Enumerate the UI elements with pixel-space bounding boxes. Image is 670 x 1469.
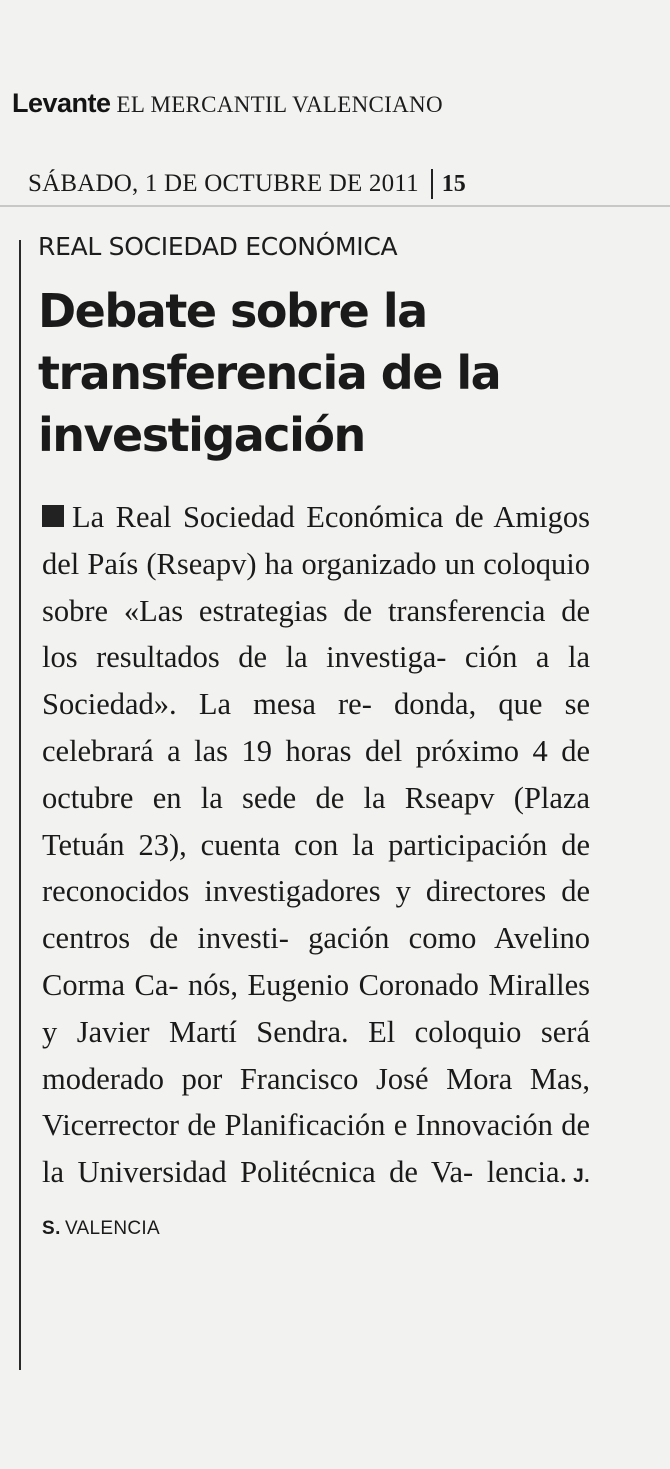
section-label: REAL SOCIEDAD ECONÓMICA: [38, 232, 398, 261]
byline: J. S.: [42, 1166, 590, 1239]
masthead-rule: [0, 205, 670, 207]
newspaper-brand: Levante: [12, 88, 111, 118]
column-rule: [19, 240, 21, 1370]
publication-date: SÁBADO, 1 DE OCTUBRE DE 2011: [28, 170, 419, 197]
headline: Debate sobre la transferencia de la investigación: [38, 284, 501, 462]
masthead-title-row: [12, 88, 652, 128]
page-number: 15: [441, 170, 466, 197]
newspaper-subtitle: EL MERCANTIL VALENCIANO: [116, 92, 443, 117]
body-text: La Real Sociedad Económica de Amigos del País (Rseapv) ha organizado un coloquio sobre «Las estrategias de transferencia de los resultados de la investiga- ción a la Sociedad». La mesa re- donda, que se celebrará a las 19 horas del próximo 4 de octubre en la sede de la Rseapv (Plaza Tetuán 23), cuenta con la participación de reconocidos investigadores y directores de centros de investi- gación como Avelino Corma Ca- nós, Eugenio Coronado Miralles y Javier Martí Sendra. El coloquio será moderado por Francisco José Mora Mas, Vicerrector de Planificación e Innovación de la Universidad Politécnica de Va- lencia.: [42, 500, 590, 1190]
date-row: [28, 166, 628, 202]
article-body: [42, 494, 590, 1253]
date-divider: [431, 169, 433, 199]
masthead: [0, 0, 670, 210]
black-square-icon: [42, 505, 64, 527]
dateline-location: VALENCIA: [64, 1217, 160, 1239]
